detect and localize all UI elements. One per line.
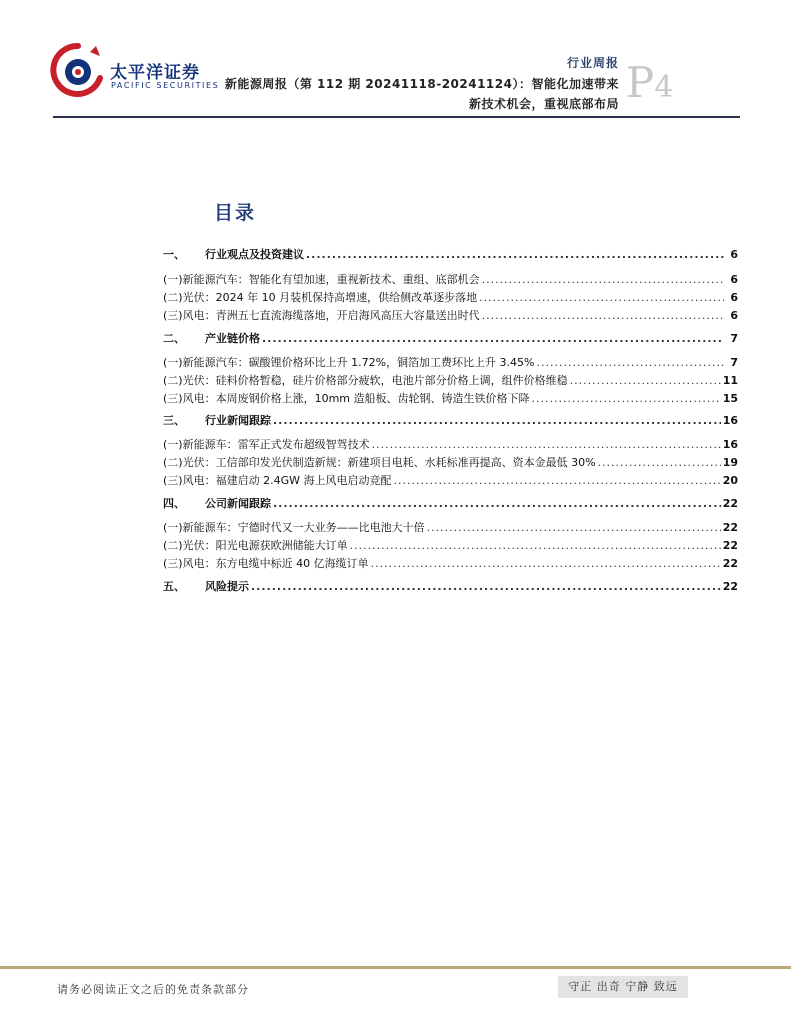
toc-entry-page: 6 [730,273,738,286]
toc-entry-number: (二) [163,539,183,552]
toc-entry-number: (一) [163,438,183,451]
toc-entry-page: 6 [730,248,738,261]
toc-leader-dots [479,289,724,307]
toc-entry[interactable] [163,412,738,430]
toc-leader-dots [570,372,721,390]
toc-entry[interactable] [163,436,738,454]
toc-entry[interactable] [163,555,738,573]
toc-entry-text: 风电：青洲五七直流海缆落地，开启海风高压大容量送出时代 [182,309,480,322]
toc-leader-dots [427,519,721,537]
toc-entry-text: 光伏：阳光电源获欧洲储能大订单 [182,539,348,552]
toc-entry[interactable] [163,354,738,372]
toc-entry-number: (三) [163,557,183,570]
report-title [199,74,619,114]
toc-entry-page: 16 [722,414,738,427]
toc-entry-text: 新能源车：雷军正式发布超级智驾技术 [182,438,370,451]
toc-entry-number: 三、 [163,414,185,427]
toc-entry[interactable] [163,578,738,596]
toc-leader-dots [532,390,721,408]
toc-entry-text: 光伏：工信部印发光伏制造新规：新建项目电耗、水耗标准再提高、资本金最低 30% [182,456,596,469]
toc-entry[interactable] [163,454,738,472]
toc-entry-text: 新能源车：宁德时代又一大业务——比电池大十倍 [182,521,425,534]
page-letter: P [626,58,655,107]
toc-entry-number: 四、 [163,497,185,510]
logo-mark-icon [50,42,106,98]
toc-entry-number: (二) [163,456,183,469]
toc-entry-text: 风电：本周废钢价格上涨，10mm 造船板、齿轮钢、铸造生铁价格下降 [182,392,530,405]
toc-entry[interactable] [163,307,738,325]
page-number: 4 [654,70,674,105]
toc-entry-text: 风电：东方电缆中标近 40 亿海缆订单 [182,557,369,570]
toc-entry-number: 五、 [163,580,185,593]
toc-entry-number: (一) [163,273,183,286]
toc-entry[interactable] [163,271,738,289]
toc-leader-dots [482,307,724,325]
toc-leader-dots [598,454,721,472]
toc-entry-page: 7 [730,332,738,345]
report-type: 行业周报 [566,56,619,70]
toc-leader-dots [273,412,721,430]
toc-title: 目录 [214,202,257,224]
footer-divider [0,966,791,969]
toc-entry[interactable] [163,495,738,513]
footer-disclaimer: 请务必阅读正文之后的免责条款部分 [57,983,249,996]
toc-entry[interactable] [163,537,738,555]
toc-entry-text: 行业观点及投资建议 [205,248,304,261]
logo-name-en: PACIFIC SECURITIES [111,81,220,90]
toc-entry-number: (二) [163,374,183,387]
toc-entry-text: 风电：福建启动 2.4GW 海上风电启动竞配 [182,474,392,487]
toc-entry-text: 新能源汽车：碳酸锂价格环比上升 1.72%，铜箔加工费环比上升 3.45% [182,356,535,369]
toc-leader-dots [372,436,721,454]
toc-entry-page: 11 [722,374,738,387]
toc-entry-page: 15 [722,392,738,405]
footer-slogan: 守正 出奇 宁静 致远 [558,976,688,998]
toc-leader-dots [482,271,724,289]
toc-entry-number: (三) [163,309,183,322]
toc-entry-text: 风险提示 [205,580,249,593]
toc-entry-text: 产业链价格 [205,332,260,345]
toc-entry-page: 19 [722,456,738,469]
toc-entry-text: 行业新闻跟踪 [205,414,271,427]
toc-entry-number: (二) [163,291,183,304]
toc-entry-number: 一、 [163,248,185,261]
toc-entry-text: 光伏：硅料价格暂稳，硅片价格部分疲软，电池片部分价格上调，组件价格维稳 [182,374,568,387]
toc-entry-number: 二、 [163,332,185,345]
toc-entry-text: 光伏：2024 年 10 月装机保持高增速，供给侧改革逐步落地 [182,291,478,304]
toc-entry-page: 6 [730,291,738,304]
toc-leader-dots [273,495,721,513]
toc-entry-page: 22 [722,521,738,534]
toc-entry[interactable] [163,289,738,307]
page-number-mark [626,58,673,107]
report-title-line1: 新能源周报（第 112 期 20241118-20241124）：智能化加速带来 [224,77,619,91]
logo-name-cn: 太平洋证券 [110,63,200,83]
toc-leader-dots [306,246,724,264]
toc-entry-page: 6 [730,309,738,322]
toc-entry[interactable] [163,330,738,348]
toc-leader-dots [251,578,721,596]
toc-entry-page: 7 [730,356,738,369]
toc-entry-text: 公司新闻跟踪 [205,497,271,510]
toc-entry-page: 22 [722,539,738,552]
toc-entry[interactable] [163,372,738,390]
toc-leader-dots [262,330,724,348]
toc-leader-dots [350,537,721,555]
toc-entry-page: 22 [722,497,738,510]
toc-entry[interactable] [163,519,738,537]
toc-entry[interactable] [163,246,738,264]
header-divider [53,116,740,118]
toc-entry-text: 新能源汽车：智能化有望加速，重视新技术、重组、底部机会 [182,273,480,286]
toc-entry-number: (三) [163,392,183,405]
toc-leader-dots [393,472,720,490]
toc-leader-dots [536,354,724,372]
toc-entry-page: 22 [722,557,738,570]
toc-entry-number: (一) [163,356,183,369]
toc-entry-number: (三) [163,474,183,487]
toc-entry-number: (一) [163,521,183,534]
toc-entry-page: 20 [722,474,738,487]
toc-entry[interactable] [163,390,738,408]
toc-entry-page: 22 [722,580,738,593]
toc-entry[interactable] [163,472,738,490]
report-title-line2: 新技术机会，重视底部布局 [468,97,619,111]
company-logo [50,42,220,98]
toc-entry-page: 16 [722,438,738,451]
toc-leader-dots [371,555,721,573]
